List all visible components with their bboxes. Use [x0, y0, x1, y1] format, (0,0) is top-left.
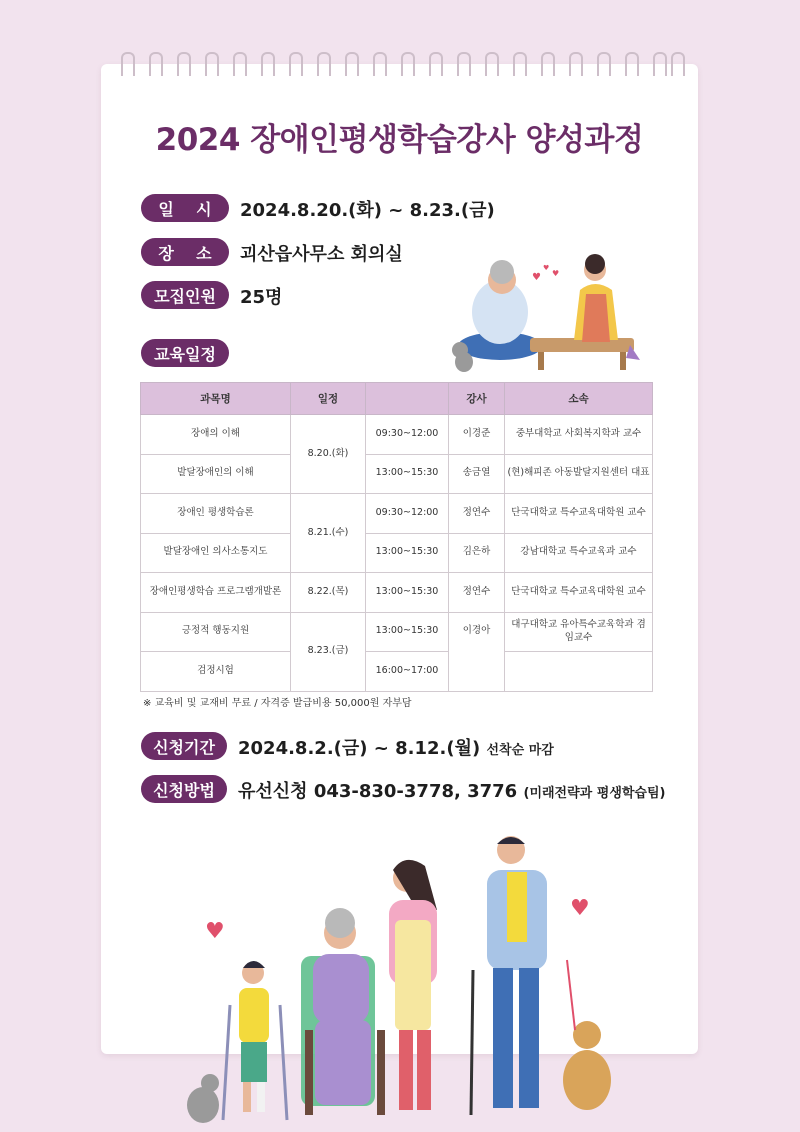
apply-period-suffix: 선착순 마감 — [486, 743, 554, 758]
subject-cell: 발달장애인 의사소통지도 — [141, 533, 291, 573]
instructor-cell: 송금열 — [449, 454, 505, 494]
capacity-value: 25명 — [240, 287, 283, 308]
apply-period — [238, 734, 554, 760]
page-title: 2024 장애인평생학습강사 양성과정 — [155, 122, 644, 158]
affiliation-cell: 중부대학교 사회복지학과 교수 — [505, 415, 653, 455]
instructor-cell: 정연수 — [449, 494, 505, 534]
table-row — [141, 573, 653, 613]
svg-text:♥: ♥ — [543, 264, 550, 272]
subject-cell: 긍정적 행동지원 — [141, 612, 291, 652]
table-row — [141, 612, 653, 652]
affiliation-cell: 단국대학교 특수교육대학원 교수 — [505, 494, 653, 534]
place-value: 괴산읍사무소 회의실 — [240, 244, 403, 265]
place-label: 장 소 — [141, 238, 229, 266]
apply-method-suffix: (미래전략과 평생학습팀) — [523, 786, 666, 801]
svg-text:♥: ♥ — [552, 269, 560, 278]
instructor-cell: 이경준 — [449, 415, 505, 455]
date-cell: 8.22.(목) — [291, 573, 366, 613]
table-row — [141, 415, 653, 455]
header-instructor: 강사 — [449, 383, 505, 415]
header-time — [366, 383, 449, 415]
affiliation-cell: 단국대학교 특수교육대학원 교수 — [505, 573, 653, 613]
table-row — [141, 494, 653, 534]
binder-rings — [101, 52, 698, 82]
table-row — [141, 454, 653, 494]
schedule-label: 교육일정 — [141, 339, 229, 367]
time-cell: 13:00~15:30 — [366, 573, 449, 613]
subject-cell: 장애인평생학습 프로그램개발론 — [141, 573, 291, 613]
affiliation-cell: 강남대학교 특수교육과 교수 — [505, 533, 653, 573]
date-value: 2024.8.20.(화) ~ 8.23.(금) — [240, 200, 495, 221]
header-subject: 과목명 — [141, 383, 291, 415]
table-row — [141, 533, 653, 573]
date-label: 일 시 — [141, 194, 229, 222]
header-affiliation: 소속 — [505, 383, 653, 415]
svg-text:♥: ♥ — [570, 896, 590, 921]
subject-cell: 장애인 평생학습론 — [141, 494, 291, 534]
svg-text:♥: ♥ — [532, 272, 541, 283]
instructor-cell: 이경아 — [449, 612, 505, 691]
subject-cell: 발달장애인의 이해 — [141, 454, 291, 494]
time-cell: 16:00~17:00 — [366, 652, 449, 692]
time-cell: 13:00~15:30 — [366, 612, 449, 652]
table-row — [141, 652, 653, 692]
time-cell: 09:30~12:00 — [366, 415, 449, 455]
instructor-cell: 김은하 — [449, 533, 505, 573]
date-cell: 8.21.(수) — [291, 494, 366, 573]
fee-note: ※ 교육비 및 교재비 무료 / 자격증 발급비용 50,000원 자부담 — [143, 698, 412, 709]
schedule-table — [140, 382, 653, 692]
apply-method — [238, 777, 666, 803]
apply-method-value: 유선신청 043-830-3778, 3776 — [238, 781, 518, 802]
affiliation-cell: (현)해피존 아동발달지원센터 대표 — [505, 454, 653, 494]
apply-period-value: 2024.8.2.(금) ~ 8.12.(월) — [238, 738, 481, 759]
instructor-cell: 정연수 — [449, 573, 505, 613]
header-date: 일정 — [291, 383, 366, 415]
apply-period-label: 신청기간 — [141, 732, 227, 760]
people-group-illustration — [175, 830, 625, 1130]
time-cell: 09:30~12:00 — [366, 494, 449, 534]
table-header-row — [141, 383, 653, 415]
affiliation-cell: 대구대학교 유아특수교육학과 겸임교수 — [505, 612, 653, 652]
time-cell: 13:00~15:30 — [366, 454, 449, 494]
caregiver-illustration — [440, 250, 650, 375]
subject-cell: 검정시험 — [141, 652, 291, 692]
svg-text:♥: ♥ — [205, 919, 225, 944]
date-cell: 8.23.(금) — [291, 612, 366, 691]
capacity-label: 모집인원 — [141, 281, 229, 309]
subject-cell: 장애의 이해 — [141, 415, 291, 455]
time-cell: 13:00~15:30 — [366, 533, 449, 573]
affiliation-cell — [505, 652, 653, 692]
apply-method-label: 신청방법 — [141, 775, 227, 803]
date-cell: 8.20.(화) — [291, 415, 366, 494]
